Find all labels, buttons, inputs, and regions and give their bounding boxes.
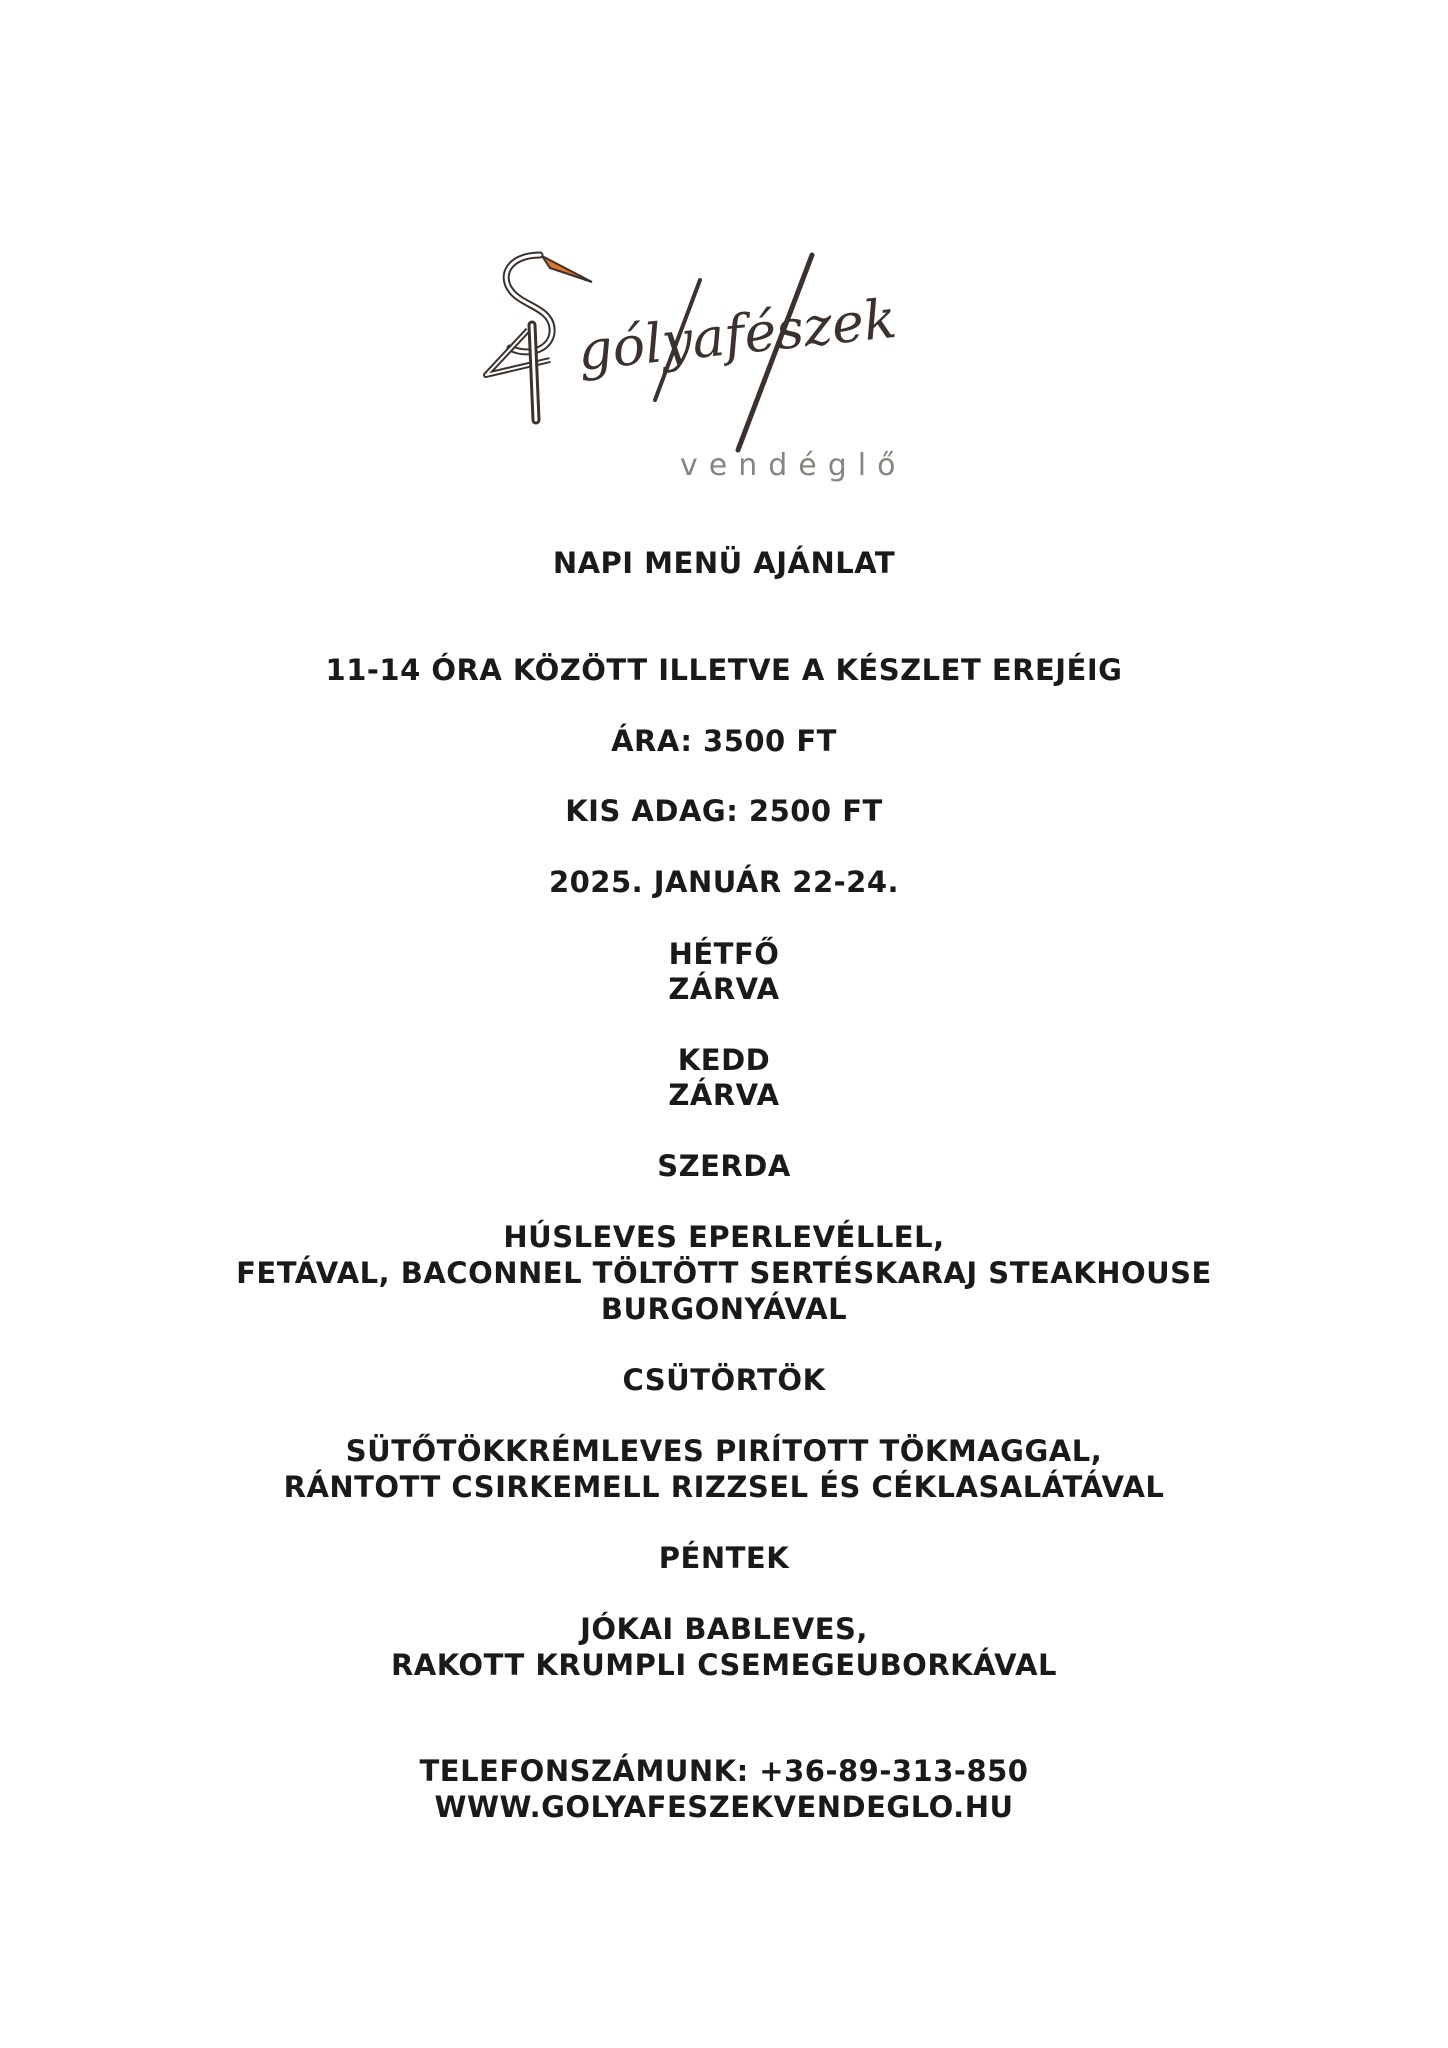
restaurant-logo bbox=[480, 250, 980, 500]
website: WWW.GOLYAFESZEKVENDEGLO.HU bbox=[434, 1790, 1014, 1824]
day-tuesday: KEDD bbox=[677, 1043, 771, 1077]
thursday-dish-line: SÜTŐTÖKKRÉMLEVES PIRÍTOTT TÖKMAGGAL, bbox=[345, 1434, 1103, 1468]
wednesday-dish-line: FETÁVAL, BACONNEL TÖLTÖTT SERTÉSKARAJ STEAKHOUSE bbox=[236, 1256, 1212, 1290]
day-friday: PÉNTEK bbox=[658, 1541, 790, 1575]
serving-hours: 11-14 ÓRA KÖZÖTT ILLETVE A KÉSZLET EREJÉIG bbox=[325, 653, 1123, 687]
small-portion-price: KIS ADAG: 2500 FT bbox=[565, 794, 883, 828]
price: ÁRA: 3500 FT bbox=[611, 724, 837, 758]
day-thursday: CSÜTÖRTÖK bbox=[622, 1363, 826, 1397]
brand-subtitle: vendéglő bbox=[680, 448, 907, 483]
day-monday-status: ZÁRVA bbox=[668, 972, 780, 1006]
friday-dish-line: RAKOTT KRUMPLI CSEMEGEUBORKÁVAL bbox=[390, 1648, 1058, 1682]
thursday-dish-line: RÁNTOTT CSIRKEMELL RIZZSEL ÉS CÉKLASALÁTÁVAL bbox=[283, 1470, 1165, 1504]
menu-title: NAPI MENÜ AJÁNLAT bbox=[552, 546, 896, 580]
day-tuesday-status: ZÁRVA bbox=[668, 1078, 780, 1112]
friday-dish-line: JÓKAI BABLEVES, bbox=[580, 1612, 868, 1646]
wednesday-dish-line: BURGONYÁVAL bbox=[600, 1292, 848, 1326]
day-wednesday: SZERDA bbox=[657, 1149, 791, 1183]
phone-number: TELEFONSZÁMUNK: +36-89-313-850 bbox=[419, 1754, 1029, 1788]
date-range: 2025. JANUÁR 22-24. bbox=[548, 865, 900, 899]
day-monday: HÉTFŐ bbox=[668, 937, 780, 971]
wednesday-dish-line: HÚSLEVES EPERLEVÉLLEL, bbox=[503, 1220, 945, 1254]
brand-name: gólyafészek bbox=[574, 286, 900, 383]
